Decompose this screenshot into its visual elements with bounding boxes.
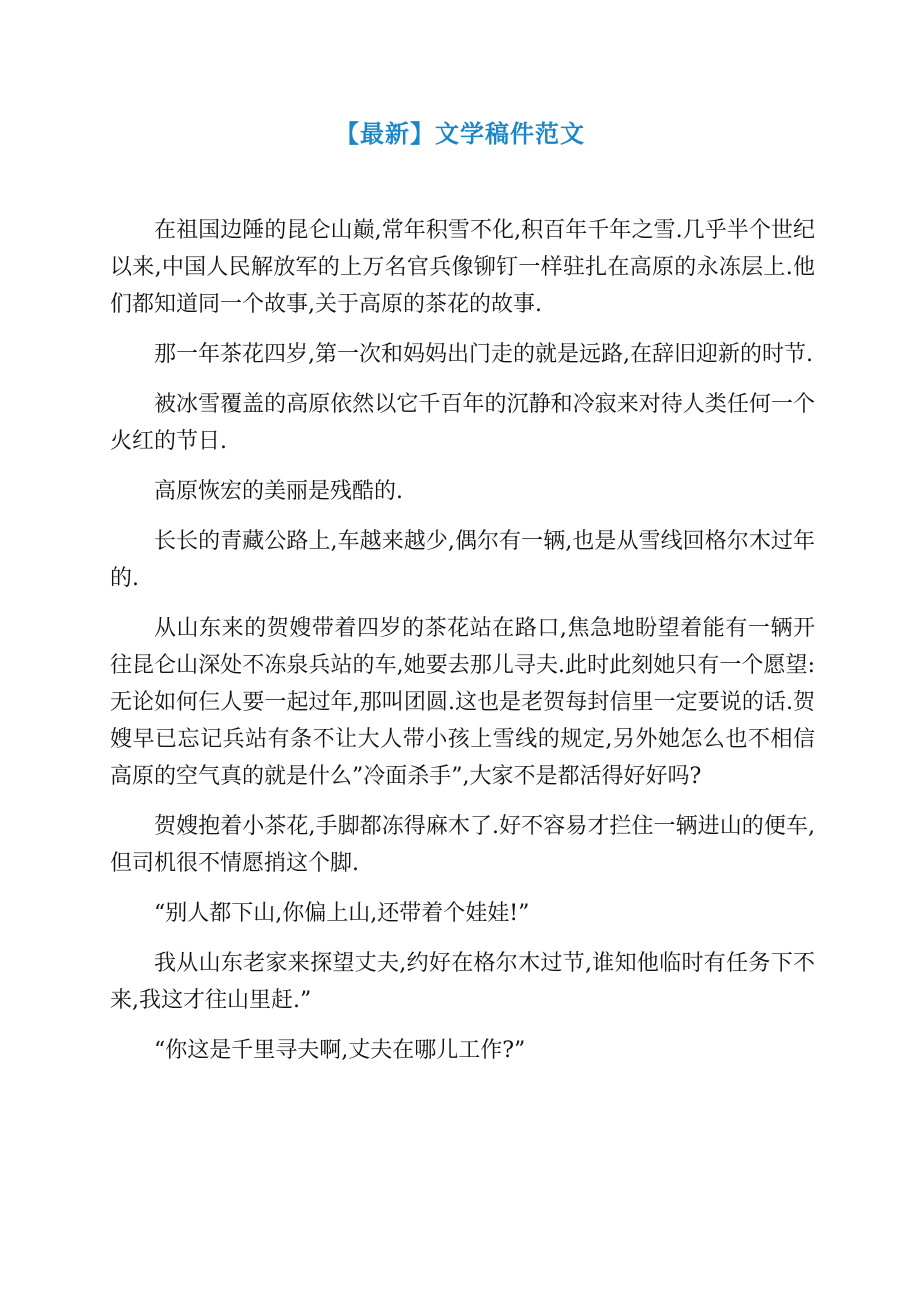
document-body xyxy=(110,212,815,1082)
document-title: 【最新】文学稿件范文 xyxy=(335,120,585,148)
paragraph-1: 在祖国边陲的昆仑山巅,常年积雪不化,积百年千年之雪.几乎半个世纪以来,中国人民解放军的上万名官兵像铆钉一样驻扎在高原的永冻层上.他们都知道同一个故事,关于高原的茶花的故事. xyxy=(110,218,815,317)
paragraph-6: 从山东来的贺嫂带着四岁的茶花站在路口,焦急地盼望着能有一辆开往昆仑山深处不冻泉兵站的车,她要去那儿寻夫.此时此刻她只有一个愿望:无论如何仨人要一起过年,那叫团圆.这也是老贺每封信里一定要说的话.贺嫂早已忘记兵站有条不让大人带小孩上雪线的规定,另外她怎么也不相信高原的空气真的就是什么”冷面杀手”,大家不是都活得好好吗? xyxy=(110,616,815,789)
paragraph-10: “你这是千里寻夫啊,丈夫在哪儿工作?” xyxy=(154,1038,526,1063)
paragraph-4: 高原恢宏的美丽是残酷的. xyxy=(154,479,403,504)
paragraph-3: 被冰雪覆盖的高原依然以它千百年的沉静和冷寂来对待人类任何一个火红的节日. xyxy=(110,392,815,454)
paragraph-7: 贺嫂抱着小茶花,手脚都冻得麻木了.好不容易才拦住一辆进山的便车,但司机很不情愿捎这个脚. xyxy=(110,814,815,876)
paragraph-8: “别人都下山,你偏上山,还带着个娃娃!” xyxy=(154,901,530,926)
paragraph-9: 我从山东老家来探望丈夫,约好在格尔木过节,谁知他临时有任务下不来,我这才往山里赶.” xyxy=(110,951,815,1013)
paragraph-5: 长长的青藏公路上,车越来越少,偶尔有一辆,也是从雪线回格尔木过年的. xyxy=(110,529,815,591)
paragraph-2: 那一年茶花四岁,第一次和妈妈出门走的就是远路,在辞旧迎新的时节. xyxy=(154,342,813,367)
